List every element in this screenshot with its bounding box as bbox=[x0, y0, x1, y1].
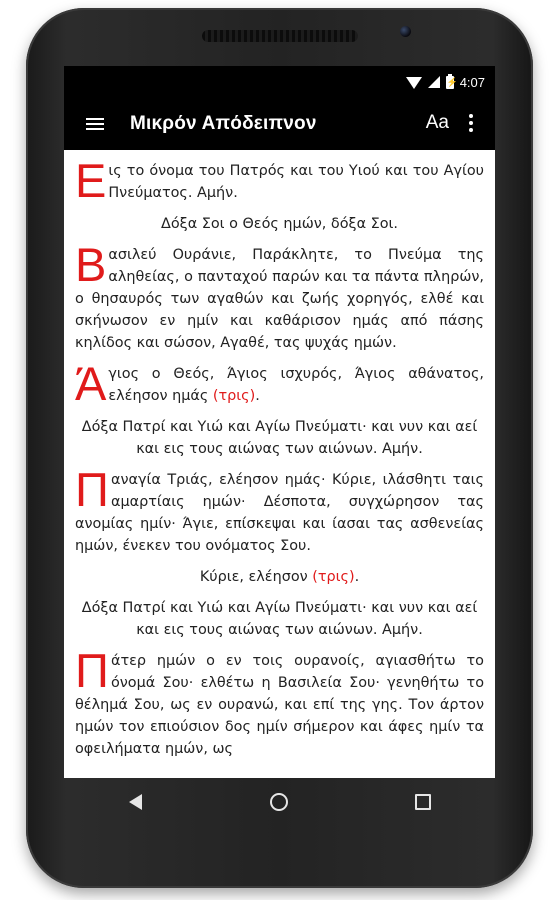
paragraph-text: ασιλεύ Ουράνιε, Παράκλητε, το Πνεύμα της αληθείας, ο πανταχού παρών και τα πάντα πληρών, ο θησαυρός των αγαθών και ζωής χορηγός, ελθέ και σκήνωσον εν ημίν και καθάρισον ημάς από πάσης κηλίδος και σώσον, Αγαθέ, τας ψυχάς ημών. bbox=[75, 247, 484, 351]
screen bbox=[64, 66, 495, 778]
paragraph-end: . bbox=[354, 569, 360, 585]
paragraph bbox=[75, 154, 484, 207]
app-bar bbox=[64, 98, 495, 150]
paragraph bbox=[75, 416, 484, 460]
paragraph bbox=[75, 566, 484, 588]
paragraph-text: Δόξα Πατρί και Υιώ και Αγίω Πνεύματι· και νυν και αεί και εις τους αιώνας των αιώνων. Αμήν. bbox=[81, 600, 478, 638]
font-size-button[interactable]: Aa bbox=[425, 112, 449, 133]
signal-icon bbox=[428, 76, 440, 88]
home-icon bbox=[270, 793, 288, 811]
paragraph-text: Κύριε, ελέησον bbox=[199, 569, 313, 585]
battery-icon: ⚡ bbox=[446, 76, 458, 87]
earpiece-speaker bbox=[202, 30, 358, 42]
back-button[interactable] bbox=[116, 782, 156, 822]
front-camera bbox=[400, 26, 411, 37]
recents-button[interactable] bbox=[403, 782, 443, 822]
wifi-icon bbox=[406, 77, 422, 89]
paragraph-text: Δόξα Σοι ο Θεός ημών, δόξα Σοι. bbox=[161, 216, 398, 232]
home-button[interactable] bbox=[259, 782, 299, 822]
back-icon bbox=[129, 794, 142, 810]
menu-icon[interactable] bbox=[86, 118, 104, 130]
page-title: Μικρόν Απόδειπνον bbox=[130, 113, 317, 134]
paragraph bbox=[75, 213, 484, 235]
drop-cap: Β bbox=[75, 238, 107, 291]
rubric-note: (τρις) bbox=[312, 569, 355, 585]
paragraph-text: ις το όνομα του Πατρός και του Υιού και του Αγίου Πνεύματος. Αμήν. bbox=[108, 163, 484, 201]
rubric-note: (τρις) bbox=[212, 388, 256, 404]
drop-cap: Π bbox=[75, 644, 109, 697]
paragraph-text: αναγία Τριάς, ελέησον ημάς· Κύριε, ιλάσθητι ταις αμαρτίαις ημών· Δέσποτα, συγχώρησον τας ανομίας ημίν· Άγιε, επίσκεψαι και ίασαι τας ασθενείας ημών, ένεκεν του ονόματος Σου. bbox=[75, 472, 484, 554]
drop-cap: Ε bbox=[75, 154, 107, 207]
paragraph bbox=[75, 597, 484, 641]
prayer-text bbox=[64, 150, 495, 760]
status-bar bbox=[64, 66, 495, 98]
paragraph bbox=[75, 238, 484, 354]
paragraph-text: Δόξα Πατρί και Υιώ και Αγίω Πνεύματι· και νυν και αεί και εις τους αιώνας των αιώνων. Αμήν. bbox=[81, 419, 478, 457]
paragraph-text: γιος ο Θεός, Άγιος ισχυρός, Άγιος αθάνατος, ελέησον ημάς bbox=[108, 366, 484, 404]
drop-cap: Ά bbox=[75, 357, 107, 410]
recents-icon bbox=[415, 794, 431, 810]
paragraph-end: . bbox=[255, 388, 260, 404]
drop-cap: Π bbox=[75, 463, 109, 516]
paragraph bbox=[75, 357, 484, 410]
paragraph bbox=[75, 644, 484, 760]
status-time: 4:07 bbox=[459, 74, 485, 90]
paragraph-text: άτερ ημών ο εν τοις ουρανοίς, αγιασθήτω το όνομά Σου· ελθέτω η Βασιλεία Σου· γενηθήτω το θέλημά Σου, ως εν ουρανώ, και επί της γης. Τον άρτον ημών τον επιούσιον δος ημίν σήμερον και άφες ημίν τα οφειλήματα ημών, ως bbox=[75, 653, 484, 757]
more-vert-icon[interactable] bbox=[469, 114, 473, 132]
paragraph bbox=[75, 463, 484, 557]
navigation-bar bbox=[64, 778, 495, 826]
